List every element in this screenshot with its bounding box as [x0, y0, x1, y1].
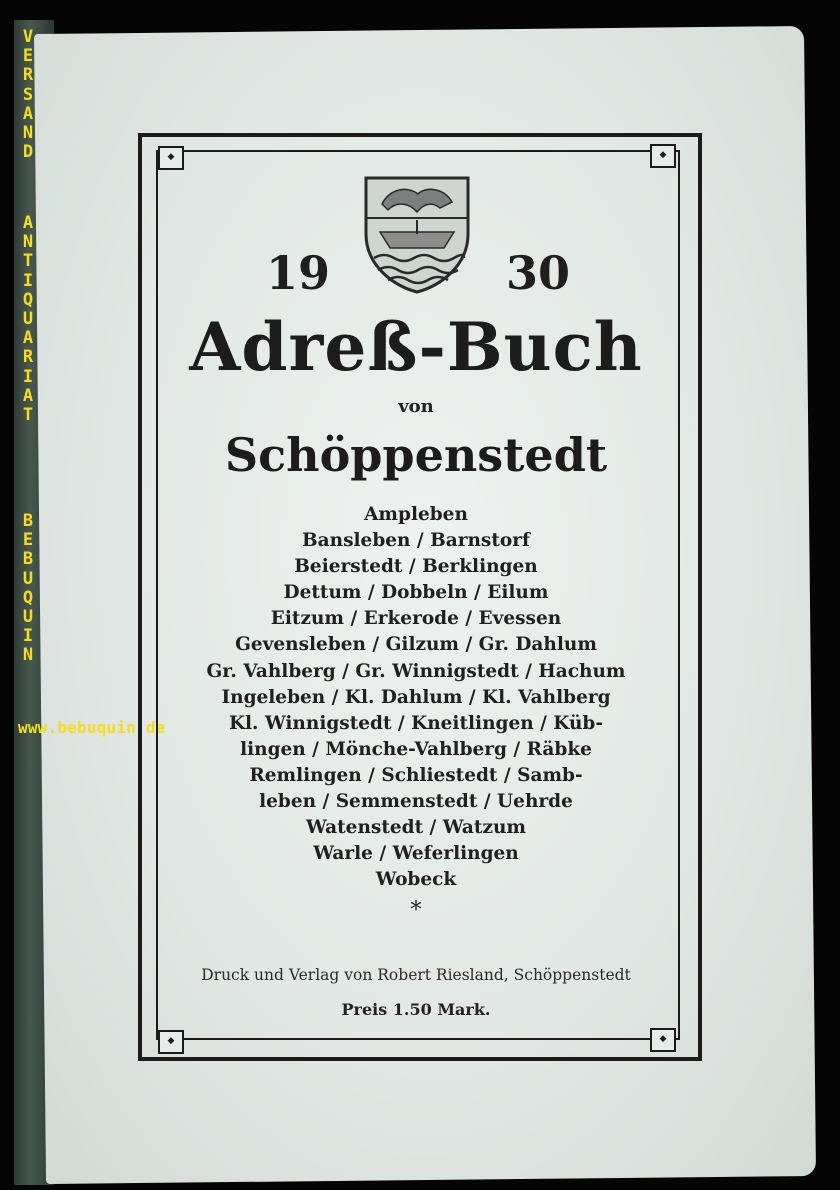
printer-line: Druck und Verlag von Robert Riesland, Schöppenstedt: [201, 966, 631, 984]
watermark-letter: U: [22, 309, 34, 330]
places-line: Bansleben / Barnstorf: [302, 530, 530, 552]
star-ornament: *: [410, 898, 422, 923]
watermark-letter: N: [22, 123, 34, 144]
watermark-letter: R: [22, 65, 34, 86]
watermark-letter: N: [22, 232, 34, 253]
watermark-letter: V: [22, 27, 34, 47]
watermark-letter: A: [22, 328, 34, 349]
coat-of-arms-icon: [360, 174, 474, 294]
corner-ornament-icon: ◆: [650, 144, 676, 168]
watermark-letter: T: [22, 405, 34, 426]
watermark-letter: Q: [22, 587, 34, 608]
watermark-letter: U: [22, 568, 34, 589]
watermark-letter: I: [22, 626, 34, 647]
places-line: Gr. Vahlberg / Gr. Winnigstedt / Hachum: [206, 660, 626, 682]
watermark-letter: I: [22, 366, 34, 387]
places-line: Watenstedt / Watzum: [305, 817, 526, 839]
watermark-letter: A: [22, 385, 34, 406]
places-line: Kl. Winnigstedt / Kneitlingen / Küb-: [228, 712, 604, 734]
places-line: Warle / Weferlingen: [313, 843, 519, 865]
book-title: Adreß-Buch: [189, 308, 643, 386]
watermark-letter: U: [22, 607, 34, 628]
watermark-letter: Q: [22, 289, 34, 310]
watermark-url: www.bebuquin.de: [18, 718, 166, 737]
places-line: Beierstedt / Berklingen: [294, 556, 538, 578]
year-left: 19: [266, 246, 331, 300]
watermark-versand: [18, 28, 38, 162]
year-right: 30: [506, 246, 571, 300]
places-line: Eitzum / Erkerode / Evessen: [270, 608, 562, 630]
watermark-bebuquin: [18, 512, 38, 666]
places-list: [168, 502, 664, 893]
places-line: Ampleben: [364, 504, 468, 525]
watermark-letter: R: [22, 347, 34, 368]
corner-ornament-icon: ◆: [158, 1030, 184, 1054]
places-line: lingen / Mönche-Vahlberg / Räbke: [240, 738, 592, 760]
corner-ornament-icon: ◆: [158, 146, 184, 170]
watermark-letter: A: [22, 213, 34, 233]
places-line: Gevensleben / Gilzum / Gr. Dahlum: [235, 634, 597, 656]
places-line: leben / Semmenstedt / Uehrde: [259, 791, 573, 813]
watermark-letter: I: [22, 270, 34, 291]
places-line: Dettum / Dobbeln / Eilum: [283, 582, 549, 604]
title-von: von: [398, 396, 434, 417]
places-line: Remlingen / Schliestedt / Samb-: [249, 764, 583, 786]
watermark-letter: E: [22, 530, 34, 551]
corner-ornament-icon: ◆: [650, 1028, 676, 1052]
city-name: Schöppenstedt: [224, 428, 608, 482]
places-line: Wobeck: [375, 869, 457, 891]
watermark-letter: E: [22, 46, 34, 67]
watermark-letter: B: [22, 511, 34, 531]
price-line: Preis 1.50 Mark.: [341, 1000, 491, 1019]
watermark-letter: A: [22, 103, 34, 124]
watermark-letter: B: [22, 549, 34, 570]
watermark-letter: D: [22, 142, 34, 163]
watermark-letter: T: [22, 251, 34, 272]
watermark-letter: S: [22, 84, 34, 105]
watermark-letter: N: [22, 645, 34, 666]
watermark-antiquariat: [18, 214, 38, 425]
places-line: Ingeleben / Kl. Dahlum / Kl. Vahlberg: [221, 686, 611, 708]
